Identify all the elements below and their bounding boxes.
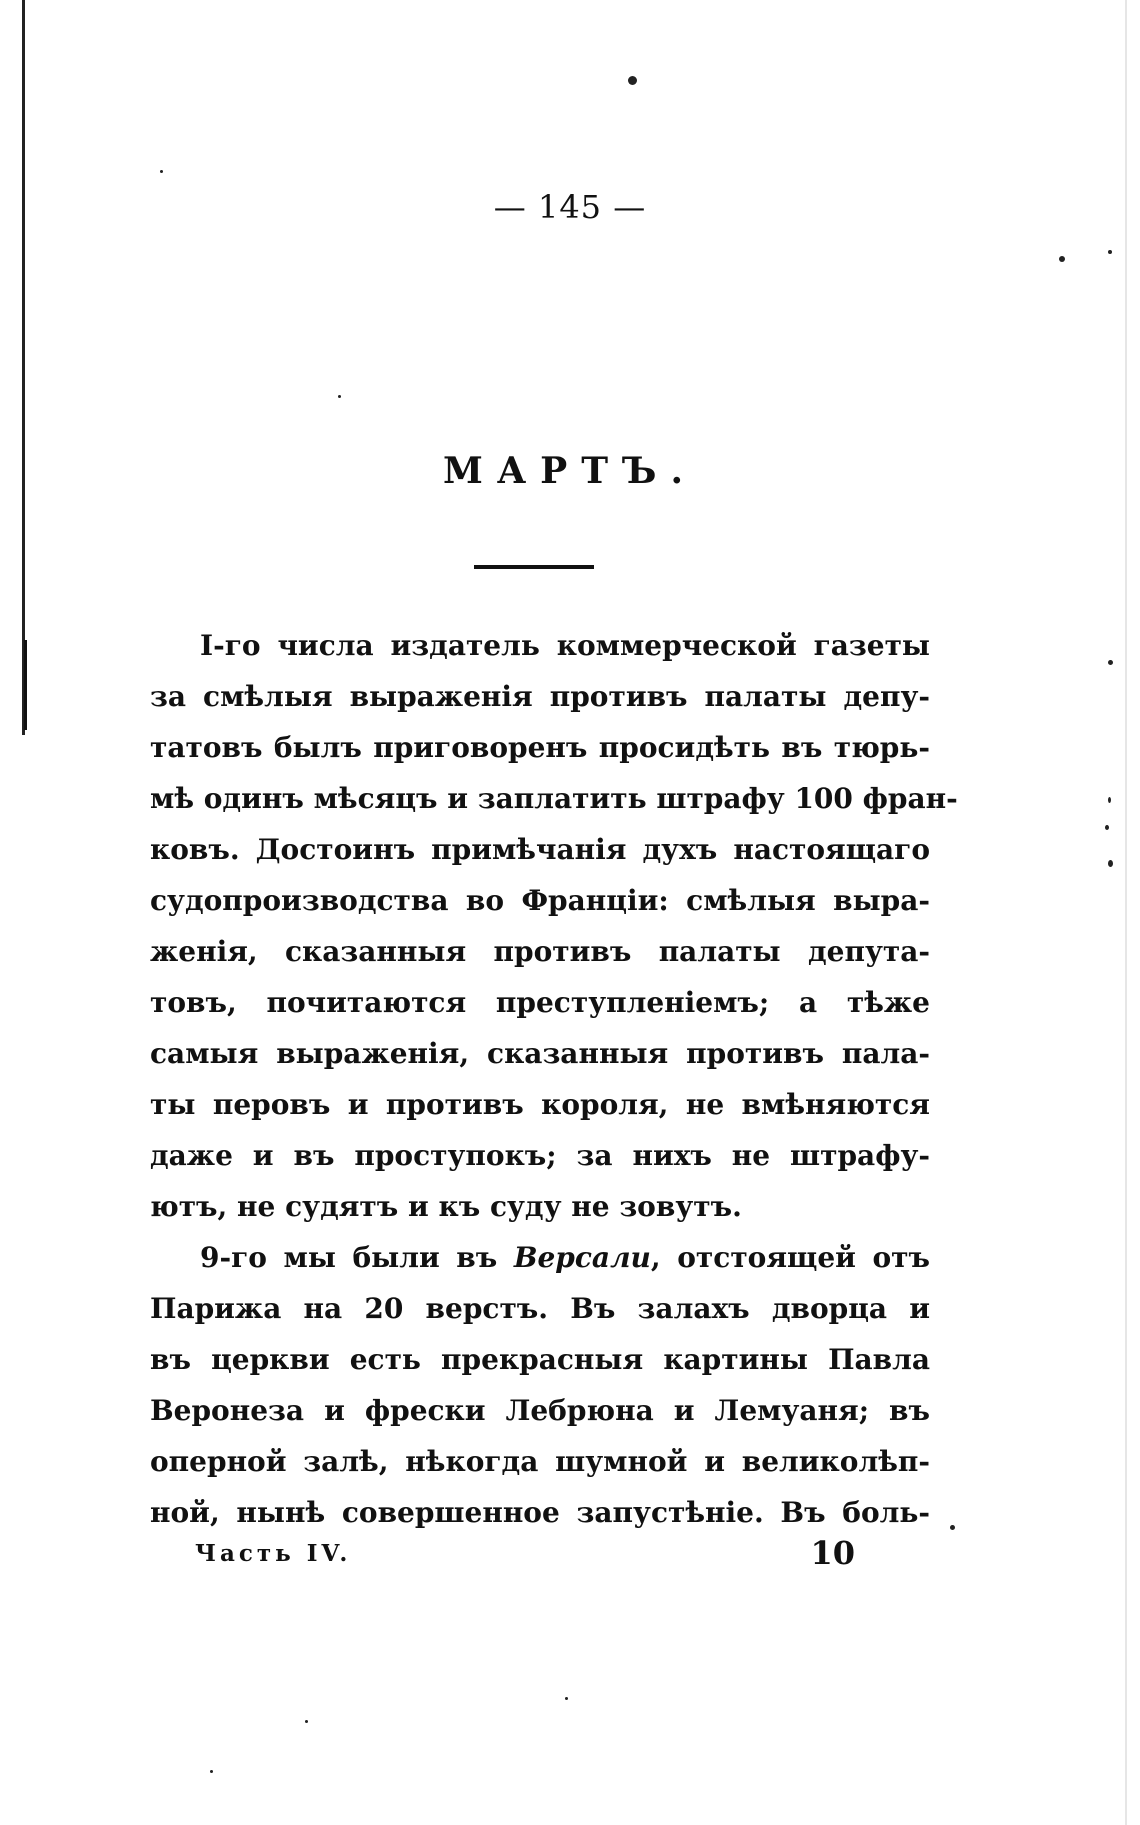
text-line: татовъ былъ приговоренъ просидѣть въ тюрь- (150, 731, 930, 764)
scan-speck (305, 1720, 308, 1723)
text-line: Парижа на 20 верстъ. Въ залахъ дворца и (150, 1292, 930, 1325)
text-line: Веронеза и фрески Лебрюна и Лемуаня; въ (150, 1394, 930, 1427)
scan-edge-line (1125, 0, 1127, 1825)
text-line (150, 1232, 930, 1283)
scan-speck (950, 1525, 955, 1530)
place-name-italic: Версали (513, 1241, 651, 1274)
sheet-number: 10 (810, 1534, 855, 1572)
scan-speck (565, 1697, 568, 1700)
text-line: ты перовъ и противъ короля, не вмѣняются (150, 1088, 930, 1121)
text-line: ютъ, не судятъ и къ суду не зовутъ. (150, 1190, 742, 1223)
text-line: оперной залѣ, нѣкогда шумной и великолѣп- (150, 1445, 930, 1478)
scan-speck (1108, 797, 1111, 803)
scan-speck (1108, 860, 1113, 867)
scan-speck (1059, 256, 1065, 262)
text-line: судопроизводства во Франціи: смѣлыя выра- (150, 884, 930, 917)
scan-edge-line (24, 640, 27, 730)
scan-speck (160, 170, 163, 173)
scan-speck (338, 395, 341, 398)
scan-speck (1108, 660, 1113, 665)
text-line: въ церкви есть прекрасныя картины Павла (150, 1343, 930, 1376)
heading-rule (474, 565, 594, 569)
text-line: даже и въ проступокъ; за нихъ не штрафу- (150, 1139, 930, 1172)
text-run: , отстоящей отъ (650, 1241, 930, 1274)
page-number: — 145 — (493, 188, 647, 226)
section-heading: МАРТЪ. (443, 450, 697, 492)
scan-speck (1108, 250, 1112, 254)
scan-speck (1105, 825, 1109, 830)
text-line: женія, сказанныя противъ палаты депута- (150, 935, 930, 968)
text-line: за смѣлыя выраженія противъ палаты депу- (150, 680, 930, 713)
text-line: мѣ одинъ мѣсяцъ и заплатить штрафу 100 фран- (150, 782, 958, 815)
volume-signature: Часть IV. (195, 1540, 352, 1567)
page-footer (195, 1534, 855, 1574)
scan-speck (210, 1770, 213, 1773)
text-line: ной, нынѣ совершенное запустѣніе. Въ боль- (150, 1496, 930, 1529)
text-line: товъ, почитаются преступленіемъ; а тѣже (150, 986, 930, 1019)
text-line: I-го числа издатель коммерческой газеты (200, 629, 930, 662)
text-run: 9-го мы были въ (200, 1241, 514, 1274)
text-line: самыя выраженія, сказанныя противъ пала- (150, 1037, 930, 1070)
text-line: ковъ. Достоинъ примѣчанія духъ настоящаго (150, 833, 930, 866)
scan-speck (628, 76, 637, 85)
body-text (150, 620, 958, 1538)
scan-edge-line (22, 0, 25, 735)
